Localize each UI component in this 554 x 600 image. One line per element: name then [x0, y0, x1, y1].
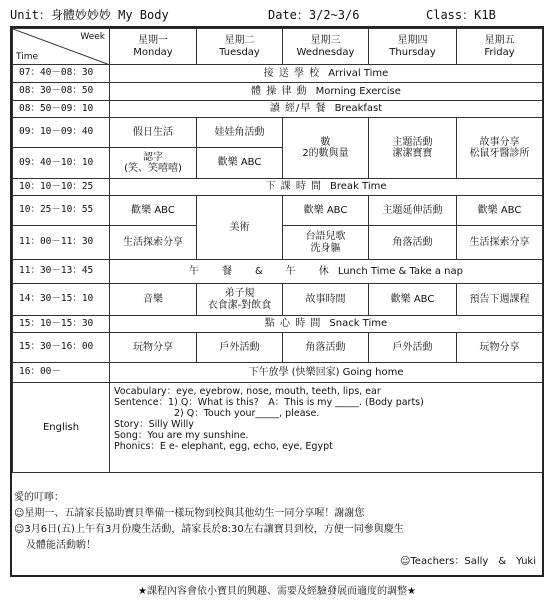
span-en: Break Time	[330, 181, 387, 193]
day-header-thursday	[369, 29, 457, 65]
class-cell: 歡樂 ABC	[283, 196, 369, 226]
class-cell	[283, 226, 369, 260]
corner-cell	[13, 29, 110, 65]
time-cell: 10：10－10：25	[13, 179, 110, 196]
day-header-friday	[457, 29, 543, 65]
class-cell: 戶外活動	[369, 333, 457, 363]
table-row	[13, 316, 543, 333]
class-cell: 生活探索分享	[457, 226, 543, 260]
class-cell	[110, 148, 197, 179]
class-cell: 歡樂 ABC	[457, 196, 543, 226]
cell-line: 主題活動	[392, 136, 433, 148]
class-cell: 生活探索分享	[110, 226, 197, 260]
span-zh: 接 送 學 校	[263, 67, 321, 79]
span-en: Lunch Time & Take a nap	[337, 265, 463, 277]
day-zh: 星期一	[138, 35, 168, 46]
class-cell: 玩物分享	[110, 333, 197, 363]
week-label: Week	[80, 32, 105, 42]
span-zh: 點 心 時 間	[264, 318, 322, 330]
class-cell: 娃娃角活動	[197, 118, 283, 148]
class-cell: 歡樂 ABC	[369, 284, 457, 316]
table-row	[13, 260, 543, 284]
vocabulary-line: Vocabulary：eye, eyebrow, nose, mouth, teeth, lips, ear	[114, 386, 381, 397]
schedule-table	[12, 28, 543, 473]
cell-line: 數	[320, 136, 331, 148]
span-zh: 下 課 時 間	[265, 181, 323, 193]
cell-line: 弟子規	[224, 288, 255, 299]
snack-row	[110, 316, 543, 333]
english-content	[110, 383, 543, 473]
class-cell: 主題延伸活動	[369, 196, 457, 226]
class-cell	[283, 118, 369, 179]
day-en: Wednesday	[296, 46, 355, 58]
table-row	[13, 196, 543, 226]
cell-line: 2的數與量	[302, 148, 349, 159]
cell-line: 故事分享	[479, 136, 520, 148]
class-cell	[369, 118, 457, 179]
table-row	[13, 179, 543, 196]
class-cell: 角落活動	[369, 226, 457, 260]
story-line: Story：Silly Willy	[114, 418, 194, 430]
day-header-monday	[110, 29, 197, 65]
day-header-wednesday	[283, 29, 369, 65]
day-zh: 星期五	[484, 35, 515, 46]
time-cell: 15：30－16：00	[13, 333, 110, 363]
time-cell: 14：30－15：10	[13, 284, 110, 316]
class-cell: 美術	[197, 196, 283, 260]
class-cell	[197, 284, 283, 316]
table-row	[13, 65, 543, 83]
span-zh: 讀 經/早 餐	[269, 103, 327, 115]
day-en: Tuesday	[219, 46, 260, 58]
day-en: Friday	[484, 46, 515, 58]
time-cell: 08：50－09：10	[13, 101, 110, 118]
time-cell: 15：10－15：30	[13, 316, 110, 333]
notes-line: ☺3月6日(五)上午有3月份慶生活動，請家長於8:30左右讓寶貝到校，方便一同參與慶生	[14, 524, 404, 535]
table-header-row	[13, 29, 543, 65]
english-row	[13, 383, 543, 473]
day-header-tuesday	[197, 29, 283, 65]
footer-note: ★課程內容會依小寶貝的興趣、需要及經驗發展而適度的調整★	[138, 586, 416, 597]
date-range: Date：3/2~3/6	[268, 8, 360, 22]
time-cell: 08：30－08：50	[13, 83, 110, 101]
cell-line: 衣食潔-對飲食	[207, 299, 272, 311]
span-zh: 午 餐 & 午 休	[189, 265, 330, 277]
span-zh: 體 操 律 動	[251, 85, 308, 97]
class-cell: 預告下週課程	[457, 284, 543, 316]
unit-title: Unit：身體妙妙妙 My Body	[10, 8, 169, 22]
lunch-row	[110, 260, 543, 284]
day-en: Thursday	[389, 46, 436, 58]
cell-line: 洗身軀	[310, 242, 341, 254]
sentence-line-1: Sentence：1) Q：What is this? A：This is my _____. (Body parts)	[114, 396, 424, 408]
phonics-line: Phonics：E e- elephant, egg, echo, eye, Egypt	[114, 440, 333, 452]
notes-line: 及體能活動喲！	[26, 540, 96, 551]
class-cell: 玩物分享	[457, 333, 543, 363]
time-cell: 11：30－13：45	[13, 260, 110, 284]
notes-line: ☺星期一、五請家長協助寶貝準備一樣玩物到校與其他幼生一同分享喔！謝謝您	[14, 508, 365, 519]
english-label: English	[13, 383, 110, 473]
day-zh: 星期三	[310, 35, 341, 46]
time-cell: 09：10－09：40	[13, 118, 110, 148]
time-label: Time	[16, 51, 39, 62]
day-en: Monday	[133, 46, 173, 58]
class-cell: 故事時間	[283, 284, 369, 316]
time-cell: 16：00－	[13, 363, 110, 383]
breakfast-row	[110, 101, 543, 118]
time-cell: 07：40－08：30	[13, 65, 110, 83]
class-cell: 歡樂 ABC	[110, 196, 197, 226]
class-cell: 戶外活動	[197, 333, 283, 363]
table-row	[13, 118, 543, 148]
span-en: Morning Exercise	[315, 85, 401, 97]
cell-line: 松鼠牙醫診所	[469, 148, 530, 159]
cell-line: 認字	[143, 151, 163, 163]
notes-title: 愛的叮嚀：	[14, 492, 64, 503]
song-line: Song：You are my sunshine.	[114, 429, 249, 441]
time-cell: 09：40－10：10	[13, 148, 110, 179]
class-cell	[457, 118, 543, 179]
cell-line: (笑、笑嘻嘻)	[124, 163, 182, 174]
table-row	[13, 83, 543, 101]
class-name: Class：K1B	[426, 8, 496, 22]
home-row: 下午放學 (快樂回家) Going home	[110, 363, 543, 383]
class-cell: 假日生活	[110, 118, 197, 148]
exercise-row	[110, 83, 543, 101]
class-cell: 音樂	[110, 284, 197, 316]
table-row	[13, 363, 543, 383]
span-en: Snack Time	[329, 318, 388, 330]
day-zh: 星期二	[224, 35, 255, 46]
class-cell: 角落活動	[283, 333, 369, 363]
break-row	[110, 179, 543, 196]
cell-line: 潔潔寶寶	[392, 148, 433, 159]
cell-line: 台語兒歌	[305, 231, 346, 242]
time-cell: 10：25－10：55	[13, 196, 110, 226]
time-cell: 11：00－11：30	[13, 226, 110, 260]
table-row	[13, 284, 543, 316]
notes-section	[14, 490, 540, 567]
class-cell: 歡樂 ABC	[197, 148, 283, 179]
arrival-row	[110, 65, 543, 83]
span-en: Arrival Time	[328, 67, 389, 79]
teachers-signature: ☺Teachers：Sally & Yuki	[399, 556, 536, 567]
day-zh: 星期四	[397, 35, 428, 46]
span-en: Breakfast	[334, 103, 383, 115]
sentence-line-2: 2) Q：Touch your_____, please.	[174, 407, 320, 419]
table-row	[13, 333, 543, 363]
table-row	[13, 101, 543, 118]
